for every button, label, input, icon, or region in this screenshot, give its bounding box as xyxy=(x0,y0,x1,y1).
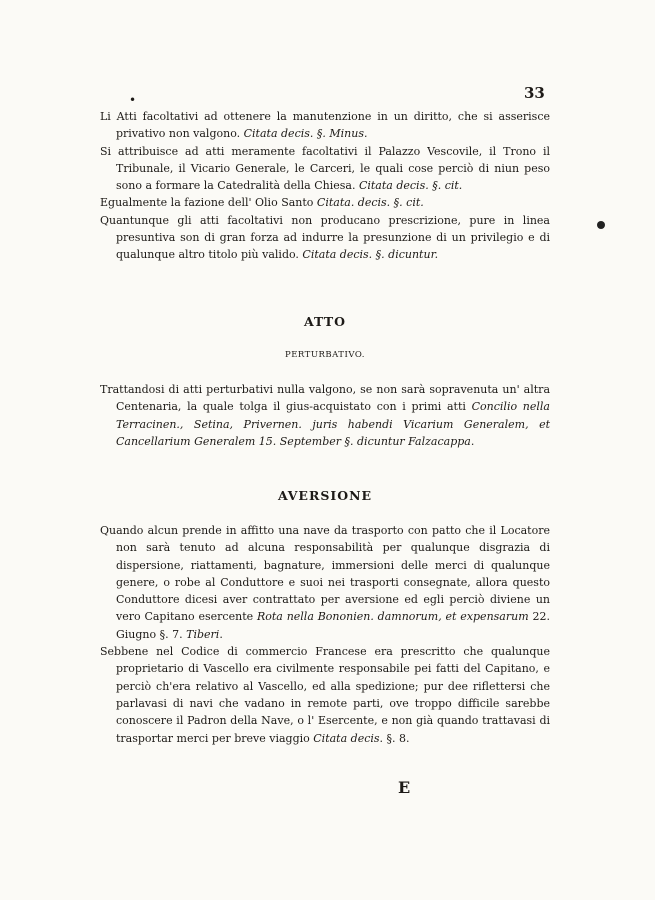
body-text: Li Atti facoltativi ad ottenere la manutenzione in un diritto, che si asserisce privativo non valgono. xyxy=(100,110,550,141)
section-aversione xyxy=(100,522,550,747)
ink-blot xyxy=(597,221,605,229)
paragraph xyxy=(100,381,550,450)
subheading-perturbativo: PERTURBATIVO. xyxy=(284,350,366,360)
citation-text: Citata decis xyxy=(313,731,380,745)
section-a xyxy=(100,108,550,264)
body-text: . §. 8. xyxy=(379,731,410,745)
paragraph xyxy=(100,194,550,211)
paragraph xyxy=(100,643,550,747)
paragraph xyxy=(100,522,550,643)
body-text: 22. Giugno §. 7. xyxy=(116,610,550,641)
body-text: Quando alcun prende in affitto una nave da trasporto con patto che il Locatore non sarà tenuto ad alcuna responsabilità per qualunque disgrazia di dispersione, riattamenti, bagnature, immersioni delle merci di qualunque genere, o robe al Conduttore e suoi nei trasporti consegnate, allora questo Conduttore dicesi aver contrattato per aversione ed egli perciò diviene un vero Capitano esercente xyxy=(100,524,550,624)
heading-atto: ATTO xyxy=(303,314,347,329)
body-text: Quantunque gli atti facoltativi non producano prescrizione, pure in linea presuntiva son di gran forza ad indurre la presunzione di un privilegio e di qualunque altro titolo più valido. xyxy=(100,213,550,262)
page-number: 33 xyxy=(524,84,545,102)
heading-aversione: AVERSIONE xyxy=(277,488,373,503)
citation-text: Citata decis. §. dicuntur. xyxy=(302,248,439,262)
paragraph xyxy=(100,212,550,264)
paragraph xyxy=(100,143,550,195)
paragraph xyxy=(100,108,550,143)
body-text: . xyxy=(219,627,223,641)
citation-text: Citata. decis. §. cit. xyxy=(316,196,424,210)
body-text: Si attribuisce ad atti meramente facoltativi il Palazzo Vescovile, il Trono il Tribunale, il Vicario Generale, le Carceri, le quali cose perciò di niun peso sono a formare la Catedralità della Chiesa. xyxy=(100,144,550,193)
citation-text: Rota nella Bononien. damnorum, et expensarum xyxy=(256,610,529,624)
body-text: Trattandosi di atti perturbativi nulla valgono, se non sarà sopravenuta un' altra Centenaria, la quale tolga il gius-acquistato con i primi atti xyxy=(100,383,550,414)
citation-text: Tiberi xyxy=(186,627,220,641)
body-text: Egualmente la fazione dell' Olio Santo xyxy=(100,196,317,210)
signature-mark: E xyxy=(398,778,411,797)
body-text: Sebbene nel Codice di commercio Francese era prescritto che qualunque proprietario di Vascello era civilmente responsabile pei fatti del Capitano, e perciò ch'era relativo al Vascello, ed alla spedizione; pur dee riflettersi che parlavasi di navi che vadano in remote parti, ove troppo difficile sarebbe conoscere il Padron della Nave, o l' Esercente, e non già quando trattavasi di trasportar merci per breve viaggio xyxy=(100,645,550,745)
ink-dot: • xyxy=(129,93,137,107)
citation-text: Concilio nella Terracinen., Setina, Privernen. juris habendi Vicarium Generalem, et Cancellarium Generalem 15. September §. dicuntur Falzacappa. xyxy=(116,400,550,448)
citation-text: Citata decis. §. Minus. xyxy=(243,127,368,141)
citation-text: Citata decis. §. cit. xyxy=(358,179,463,193)
section-atto xyxy=(100,381,550,450)
